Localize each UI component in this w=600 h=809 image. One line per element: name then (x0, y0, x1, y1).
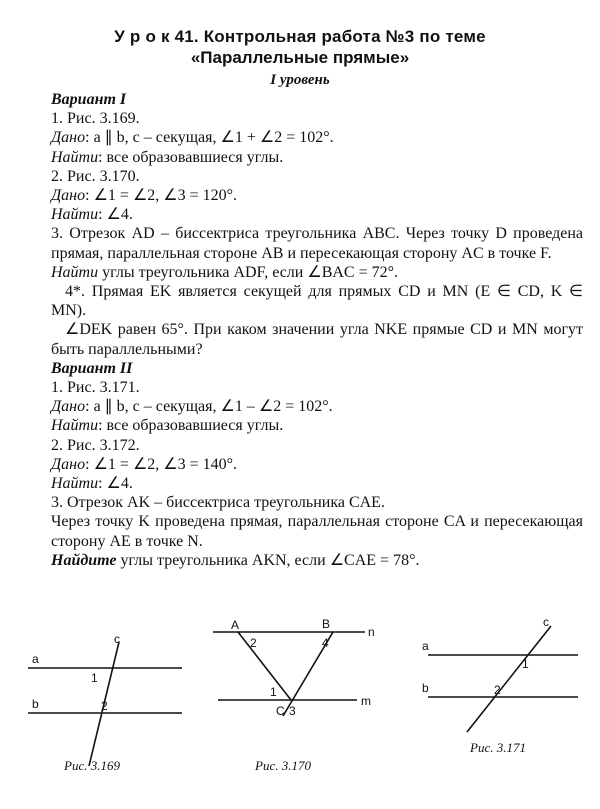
v1-task1-given (51, 128, 583, 147)
tasks-body (51, 90, 583, 570)
fig170-side-ac (238, 632, 291, 700)
fig169-caption: Рис. 3.169 (64, 758, 120, 773)
fig169-label-2: 2 (101, 699, 108, 713)
find-label: Найти (51, 263, 99, 281)
find-label: Найти (51, 206, 99, 224)
fig170-label-1: 1 (270, 685, 277, 699)
v2-task2-find (51, 474, 583, 493)
v2-task3-text: 3. Отрезок AK – биссектриса треугольника CAE. (51, 494, 385, 512)
fig170-label-m: m (361, 694, 371, 708)
find-text: : все образовавшиеся углы. (98, 417, 284, 435)
variant2-heading: Вариант II (51, 359, 133, 377)
fig169-label-a: a (32, 652, 39, 666)
fig171-label-c: c (543, 615, 549, 629)
fig170-caption: Рис. 3.170 (255, 758, 311, 773)
find-text: : все образовавшиеся углы. (98, 148, 284, 166)
given-label: Дано (51, 455, 86, 473)
given-text: : ∠1 = ∠2, ∠3 = 140°. (85, 455, 238, 473)
v1-task4-question: ∠DEK равен 65°. При каком значении угла NKE прямые CD и MN могут быть параллельными? (51, 321, 583, 358)
find-text: углы треугольника AKN, если ∠CAE = 78°. (116, 551, 420, 569)
find-text: углы треугольника ADF, если ∠BAC = 72°. (98, 263, 399, 281)
v2-task1-ref: 1. Рис. 3.171. (51, 379, 140, 397)
v2-task3-construction: Через точку K проведена прямая, параллельная стороне CA и пересекающая сторону AE в точке N. (51, 513, 583, 550)
v1-task2-given (51, 186, 583, 205)
v2-task2-given (51, 455, 583, 474)
fig170-label-C: C (276, 704, 285, 718)
fig170-label-4: 4 (322, 636, 329, 650)
given-label: Дано (51, 398, 86, 416)
v1-task3-find (51, 263, 583, 282)
fig171-label-2: 2 (494, 683, 501, 697)
fig170-label-2: 2 (250, 636, 257, 650)
variant1-heading: Вариант I (51, 91, 127, 108)
given-text: : ∠1 = ∠2, ∠3 = 120°. (85, 187, 238, 205)
v2-task3-find (51, 551, 583, 570)
v1-task1-find (51, 148, 583, 167)
fig170-label-B: B (322, 617, 331, 631)
given-text: : a ∥ b, c – секущая, ∠1 + ∠2 = 102°. (85, 129, 334, 147)
lesson-title: У р о к 41. Контрольная работа №3 по теме (114, 27, 486, 46)
given-label: Дано (51, 129, 86, 147)
find-text: : ∠4. (98, 475, 133, 493)
fig170-label-A: A (231, 618, 240, 632)
v2-task1-given (51, 397, 583, 416)
level-heading: I уровень (270, 72, 330, 88)
fig171-secant-c (467, 626, 551, 732)
find-label: Найти (51, 148, 99, 166)
find-label: Найти (51, 417, 99, 435)
fig169-label-c: c (114, 632, 120, 646)
given-text: : a ∥ b, c – секущая, ∠1 – ∠2 = 102°. (85, 398, 333, 416)
v1-task4-text: 4*. Прямая EK является секущей для прямых CD и MN (E ∈ CD, K ∈ MN). (51, 283, 583, 320)
fig169-label-1: 1 (91, 671, 98, 685)
v1-task2-ref: 2. Рис. 3.170. (51, 167, 140, 185)
find-label: Найдите (51, 551, 117, 569)
fig170-label-n: n (368, 625, 375, 639)
fig171-caption: Рис. 3.171 (470, 740, 526, 755)
v2-task2-ref: 2. Рис. 3.172. (51, 436, 140, 454)
v1-task2-find (51, 205, 583, 224)
fig171-label-b: b (422, 681, 429, 695)
fig170-label-3: 3 (289, 704, 296, 718)
given-label: Дано (51, 187, 86, 205)
find-text: : ∠4. (98, 206, 133, 224)
v2-task1-find (51, 416, 583, 435)
v1-task3-text: 3. Отрезок AD – биссектриса треугольника ABC. Через точку D проведена прямая, параллельная стороне AB и пересекающая сторону AC в точке F. (51, 225, 583, 262)
fig169-label-b: b (32, 697, 39, 711)
figures-area (0, 600, 600, 804)
fig171-label-1: 1 (522, 657, 529, 671)
find-label: Найти (51, 475, 99, 493)
lesson-topic: «Параллельные прямые» (190, 48, 410, 67)
v1-task1-ref: 1. Рис. 3.169. (51, 110, 140, 128)
fig171-label-a: a (422, 639, 429, 653)
